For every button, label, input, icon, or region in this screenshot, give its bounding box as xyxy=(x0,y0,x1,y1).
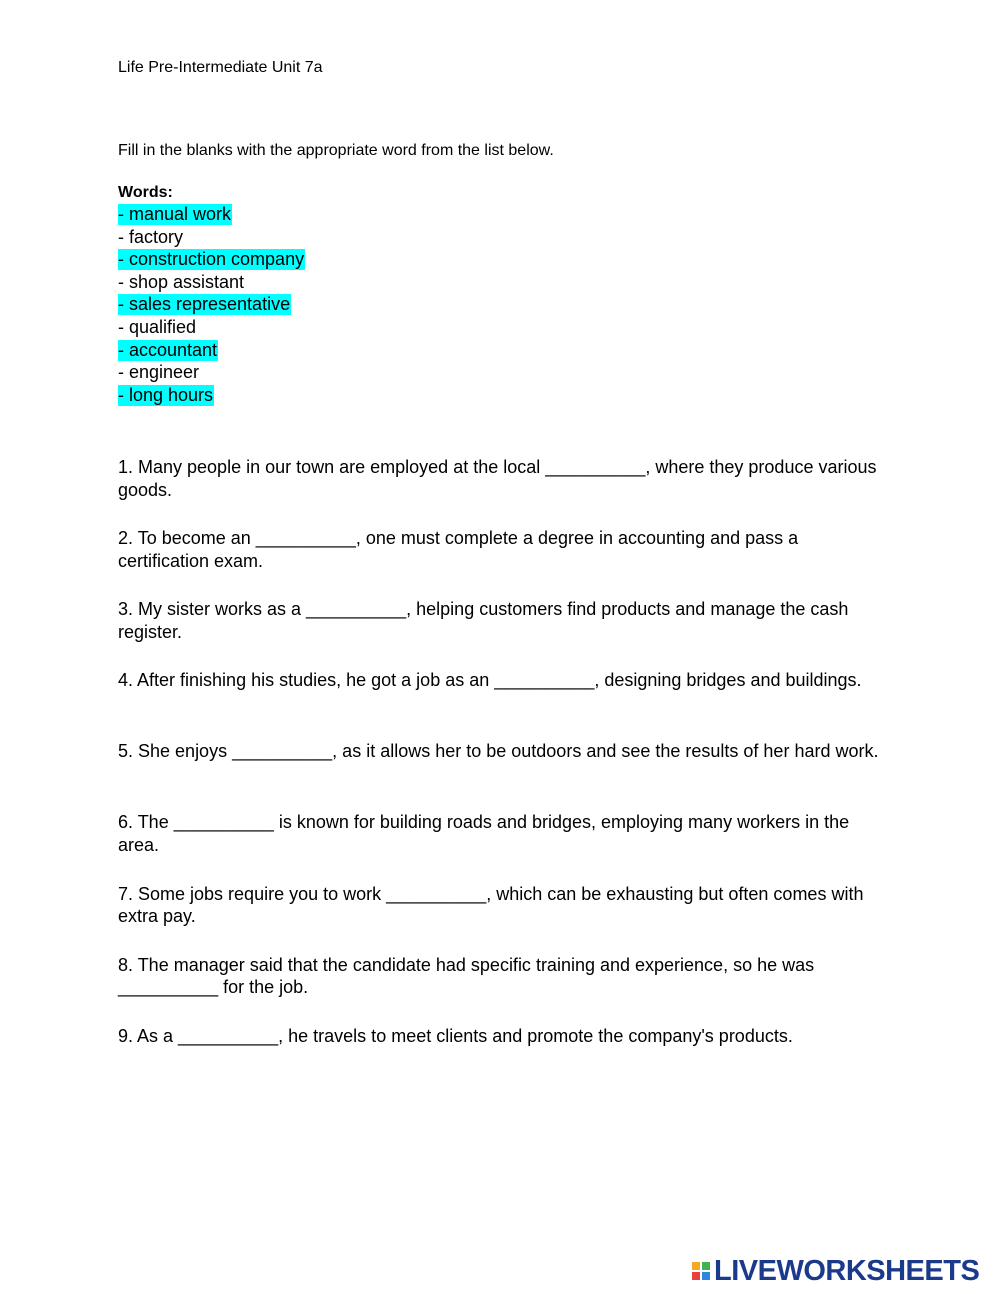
instructions: Fill in the blanks with the appropriate word from the list below. xyxy=(118,142,554,159)
question: 5. She enjoys __________, as it allows her to be outdoors and see the results of her hard work. xyxy=(118,741,879,762)
logo-square xyxy=(692,1262,700,1270)
logo-square xyxy=(702,1262,710,1270)
question: 1. Many people in our town are employed at the local __________, where they produce various goods. xyxy=(118,457,877,500)
word-item xyxy=(118,271,305,294)
logo-square xyxy=(692,1272,700,1280)
word-item xyxy=(118,339,305,362)
logo-square xyxy=(702,1272,710,1280)
liveworksheets-logo xyxy=(692,1256,979,1286)
word-text: - shop assistant xyxy=(118,271,245,292)
word-text: - engineer xyxy=(118,362,200,383)
question-list xyxy=(118,456,888,1096)
word-item xyxy=(118,293,305,316)
logo-text: LIVEWORKSHEETS xyxy=(714,1255,980,1287)
word-text: - sales representative xyxy=(118,294,291,315)
word-text: - factory xyxy=(118,226,184,247)
question: 8. The manager said that the candidate had specific training and experience, so he was __________ for the job. xyxy=(118,954,815,998)
word-text: - construction company xyxy=(118,249,305,270)
word-item xyxy=(118,361,305,384)
word-bank xyxy=(118,182,305,406)
word-text: - qualified xyxy=(118,316,197,337)
word-item xyxy=(118,316,305,339)
word-text: - accountant xyxy=(118,339,218,360)
word-list xyxy=(118,203,305,406)
question: 2. To become an __________, one must complete a degree in accounting and pass a certification exam. xyxy=(118,528,799,571)
word-item xyxy=(118,384,305,407)
word-text: - manual work xyxy=(118,204,232,224)
word-bank-heading: Words: xyxy=(118,184,173,201)
question: 3. My sister works as a __________, helping customers find products and manage the cash register. xyxy=(118,599,849,642)
word-item xyxy=(118,226,305,249)
question: 4. After finishing his studies, he got a job as an __________, designing bridges and buildings. xyxy=(118,670,862,691)
word-item xyxy=(118,248,305,271)
liveworksheets-logo-icon xyxy=(692,1262,710,1280)
word-text: - long hours xyxy=(118,384,214,405)
question: 9. As a __________, he travels to meet clients and promote the company's products. xyxy=(118,1025,793,1046)
page-title: Life Pre-Intermediate Unit 7a xyxy=(118,59,323,76)
question: 6. The __________ is known for building roads and bridges, employing many workers in the area. xyxy=(118,812,850,856)
word-item xyxy=(118,203,305,226)
question: 7. Some jobs require you to work __________, which can be exhausting but often comes with extra pay. xyxy=(118,883,864,927)
